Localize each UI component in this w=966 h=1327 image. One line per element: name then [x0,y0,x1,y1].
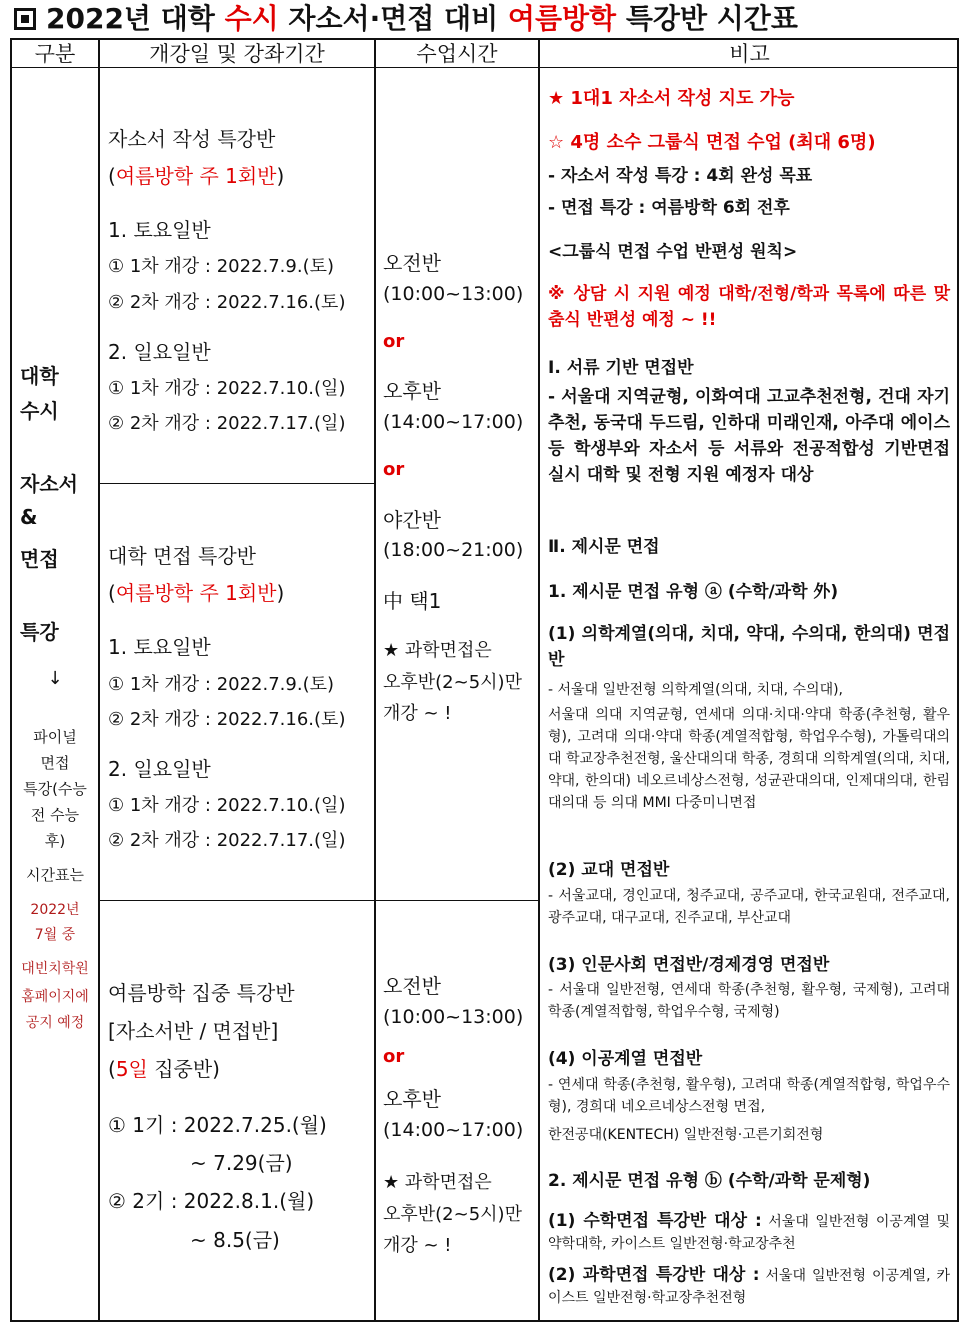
time-range: (10:00~13:00) [383,1006,524,1028]
term-date: ② 2기 : 2022.8.1.(월) [108,1189,315,1213]
schedule-table: 구분 개강일 및 강좌기간 수업시간 비고 대학 수시 자소서 & 면접 특강 ↓ 파이널 면접 특강(수능 전 수능 후) 시간표는 2022년 7월 중 대빈치학원 홈페이지에 공지 예정 자소서 작성 특강반 (여름방학 주 1회반) 1. 토요일반 ① 1차 개강 : 2022.7.9.(토) ② 2차 개강 : 2022.7.16.(토) 2. 일요일반 ① 1차 개강 : 2022.7.10.(일) ② 2차 개강 : 2022.7.17.(일) 대학 면접 특강반 (여름방학 주 1회반) 1. 토요일반 ① 1차 개강 : 2022.7.9.(토) ② 2차 개강 : 2022.7.16.(토) 2. 일요일반 ① 1차 개강 : 2022.7.10.(일) ② 2차 개강 : 2022.7.17.(일) 여름방학 집중 특강반 [자소서반 / 면접반] (5일 집중반) ① 1기 : 2022.7.25.(월) ~ 7.29(금) ② 2기 : 2022.8.1.(월) ~ 8.5(금) 오전반 (10:00~13:00) or 오후반 (14:00~17:00) or 야간반 (18:00~21:00) 中 택1 ★ 과학면접은 오후반(2~5시)만 개강 ~ ! 오전반 (10:00~13:00) or 오후반 (14:00~17:00) ★ 과학면접은 오후반(2~5시)만 개강 ~ ! ★ 1대1 자소서 작성 지도 가능 ☆ 4명 소수 그룹식 면접 수업 (최대 6명) - 자소서 작성 특강 : 4회 완성 목표 - 면접 특강 : 여름방학 6회 전후 <그룹식 면접 수업 반편성 원칙> ※ 상담 시 지원 예정 대학/전형/학과 목록에 따른 맞춤식 반편성 예정 ~ !! Ⅰ. 서류 기반 면접반 - 서울대 지역균형, 이화여대 고교추천전형, 건대 자기추천, 동국대 두드림, 인하대 미래인재, 아주대 에이스 등 학생부와 자소서 등 서류와 전공적합성 기반면접 실시 대학 및 전형 지원 예정자 대상 Ⅱ. 제시문 면접 1. 제시문 면접 유형 ⓐ (수학/과학 外) (1) 의학계열(의대, 치대, 약대, 수의대, 한의대) 면접반 - 서울대 일반전형 의학계열(의대, 치대, 수의대), 서울대 의대 지역균형, 연세대 의대·치대·약대 학종(추천형, 활우형), 고려대 의대·약대 학종(계열적합형, 학업우수형), 가톨릭대의대 학교장추천전형, 울산대의대 학종, 경희대 의학계열(의대, 치대, 약대, 한의대) 네오르네상스전형, 성균관대의대, 인제대의대, 한림대의대 등 의대 MMI 다중미니면접 (2) 교대 면접반 - 서울교대, 경인교대, 청주교대, 공주교대, 한국교원대, 전주교대, 광주교대, 대구교대, 진주교대, 부산교대 (3) 인문사회 면접반/경제경영 면접반 - 서울대 일반전형, 연세대 학종(추천형, 활우형, 국제형), 고려대 학종(계열적합형, 학업우수형, 국제형) (4) 이공계열 면접반 - 연세대 학종(추천형, 활우형), 고려대 학종(계열적합형, 학업우수형), 경희대 네오르네상스전형 면접, 한전공대(KENTECH) 일반전형·고른기회전형 2. 제시문 면접 유형 ⓑ (수학/과학 문제형) (1) 수학면접 특강반 대상 : 서울대 일반전형 이공계열 및 약학대학, 카이스트 일반전형·학교장추천 (2) 과학면접 특강반 대상 : 서울대 일반전형 이공계열, 카이스트 일반전형·학교장추천전형 [10,38,959,1322]
time-range: (18:00~21:00) [383,539,524,561]
start-date: ① 1차 개강 : 2022.7.10.(일) [108,378,346,399]
start-date: ② 2차 개강 : 2022.7.16.(토) [108,292,346,313]
column-divider [98,40,100,1320]
course-title: 여름방학 집중 특강반 [108,981,295,1005]
start-date: ① 1차 개강 : 2022.7.9.(토) [108,674,335,695]
header-period: 개강일 및 강좌기간 [149,42,325,66]
time-range: (10:00~13:00) [383,283,524,305]
course-duration: (5일 집중반) [108,1057,220,1081]
time-range: (14:00~17:00) [383,1119,524,1141]
remarks-section-title: Ⅱ. 제시문 면접 [548,537,660,557]
down-arrow-icon: ↓ [47,668,63,689]
square-bullet-icon [14,8,36,30]
start-date: ② 2차 개강 : 2022.7.17.(일) [108,830,346,851]
page-title: 2022년 대학 수시 자소서·면접 대비 여름방학 특강반 시간표 [14,0,954,38]
row-divider [98,483,374,484]
start-date: ② 2차 개강 : 2022.7.17.(일) [108,413,346,434]
row-divider [98,900,538,901]
header-category: 구분 [34,42,76,66]
column-divider [538,40,540,1320]
term-date: ① 1기 : 2022.7.25.(월) [108,1113,327,1137]
highlight-note: ★ 1대1 자소서 작성 지도 가능 [548,88,795,109]
course-title: 대학 면접 특강반 [108,544,256,568]
start-date: ① 1차 개강 : 2022.7.9.(토) [108,256,335,277]
course-title: 자소서 작성 특강반 [108,127,276,151]
course-frequency: (여름방학 주 1회반) [108,164,285,188]
remarks-section-title: Ⅰ. 서류 기반 면접반 [548,358,694,378]
highlight-note: ☆ 4명 소수 그룹식 면접 수업 (최대 6명) [548,132,876,153]
course-frequency: (여름방학 주 1회반) [108,581,285,605]
start-date: ① 1차 개강 : 2022.7.10.(일) [108,795,346,816]
time-range: (14:00~17:00) [383,411,524,433]
header-remarks: 비고 [729,42,770,66]
header-time: 수업시간 [416,42,498,66]
consult-note: ※ 상담 시 지원 예정 대학/전형/학과 목록에 따른 맞춤식 반편성 예정 ~ !! [548,284,950,330]
start-date: ② 2차 개강 : 2022.7.16.(토) [108,709,346,730]
column-divider [374,40,376,1320]
